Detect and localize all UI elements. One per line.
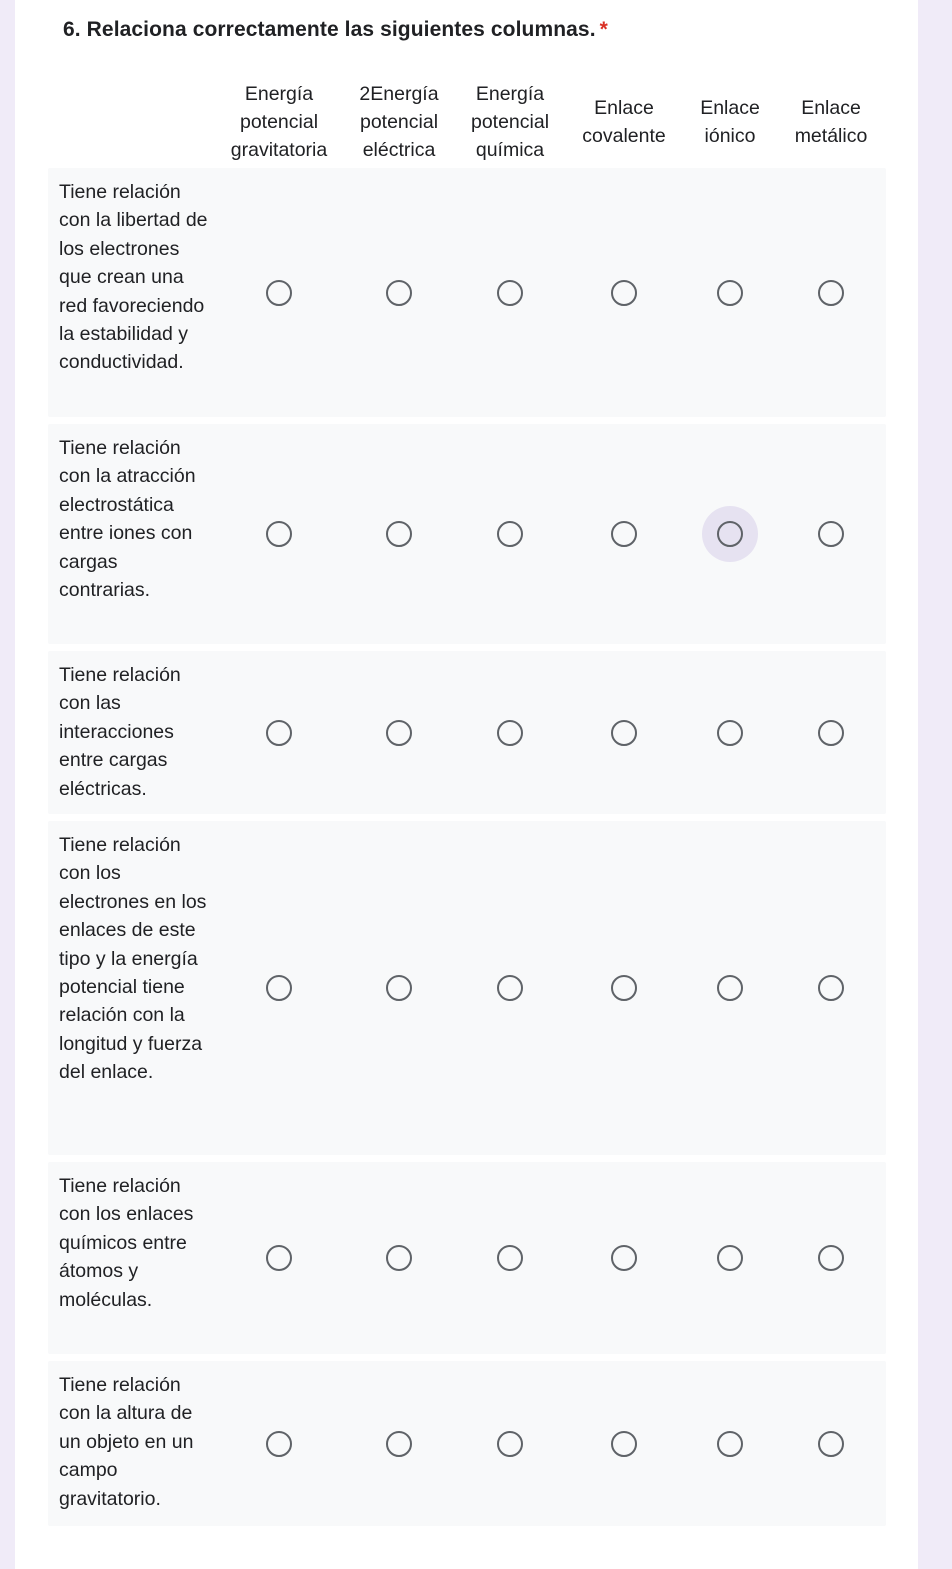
radio-option[interactable] bbox=[251, 506, 307, 562]
radio-option[interactable] bbox=[482, 265, 538, 321]
radio-option[interactable] bbox=[596, 265, 652, 321]
radio-circle-icon bbox=[818, 975, 844, 1001]
radio-circle-icon bbox=[266, 1431, 292, 1457]
row-label: Tiene relación con la libertad de los electrones que crean una red favoreciendo la estabilidad y conductividad. bbox=[59, 181, 208, 374]
radio-circle-icon bbox=[717, 720, 743, 746]
column-header: Enlace metálico bbox=[794, 96, 868, 147]
radio-option[interactable] bbox=[482, 506, 538, 562]
radio-circle-icon bbox=[611, 1431, 637, 1457]
radio-circle-icon bbox=[386, 1245, 412, 1271]
radio-circle-icon bbox=[386, 1431, 412, 1457]
radio-option[interactable] bbox=[371, 960, 427, 1016]
radio-option[interactable] bbox=[482, 705, 538, 761]
radio-circle-icon bbox=[818, 280, 844, 306]
radio-circle-icon bbox=[497, 280, 523, 306]
radio-option[interactable] bbox=[702, 506, 758, 562]
radio-option[interactable] bbox=[702, 265, 758, 321]
radio-option[interactable] bbox=[482, 960, 538, 1016]
grid-row bbox=[48, 424, 886, 644]
row-label: Tiene relación con las interacciones entre cargas eléctricas. bbox=[59, 664, 181, 800]
grid-rows bbox=[48, 168, 886, 1526]
column-header: Energía potencial gravitatoria bbox=[230, 82, 328, 161]
radio-option[interactable] bbox=[371, 705, 427, 761]
radio-circle-icon bbox=[497, 975, 523, 1001]
column-header: Enlace covalente bbox=[582, 96, 666, 147]
row-label: Tiene relación con la altura de un objeto en un campo gravitatorio. bbox=[59, 1374, 194, 1510]
radio-circle-icon bbox=[611, 720, 637, 746]
radio-circle-icon bbox=[611, 521, 637, 547]
column-header: Energía potencial química bbox=[470, 82, 550, 161]
radio-circle-icon bbox=[717, 521, 743, 547]
radio-circle-icon bbox=[266, 1245, 292, 1271]
question-title bbox=[63, 18, 608, 42]
column-header: Enlace iónico bbox=[700, 96, 760, 147]
grid-row bbox=[48, 651, 886, 814]
radio-circle-icon bbox=[611, 975, 637, 1001]
radio-circle-icon bbox=[266, 720, 292, 746]
radio-circle-icon bbox=[717, 280, 743, 306]
radio-circle-icon bbox=[717, 1431, 743, 1457]
radio-option[interactable] bbox=[803, 265, 859, 321]
radio-option[interactable] bbox=[596, 506, 652, 562]
row-label: Tiene relación con los enlaces químicos entre átomos y moléculas. bbox=[59, 1175, 194, 1311]
row-label: Tiene relación con la atracción electrostática entre iones con cargas contrarias. bbox=[59, 437, 196, 602]
radio-option[interactable] bbox=[803, 1416, 859, 1472]
radio-circle-icon bbox=[818, 1245, 844, 1271]
radio-circle-icon bbox=[717, 975, 743, 1001]
radio-circle-icon bbox=[497, 1431, 523, 1457]
radio-circle-icon bbox=[386, 720, 412, 746]
radio-circle-icon bbox=[611, 1245, 637, 1271]
choice-grid bbox=[48, 75, 886, 1533]
radio-circle-icon bbox=[818, 521, 844, 547]
radio-option[interactable] bbox=[803, 960, 859, 1016]
grid-header bbox=[48, 75, 886, 168]
radio-option[interactable] bbox=[702, 1230, 758, 1286]
grid-row bbox=[48, 1361, 886, 1526]
grid-row bbox=[48, 1162, 886, 1354]
radio-option[interactable] bbox=[803, 1230, 859, 1286]
radio-circle-icon bbox=[497, 521, 523, 547]
radio-circle-icon bbox=[386, 975, 412, 1001]
radio-option[interactable] bbox=[482, 1416, 538, 1472]
radio-option[interactable] bbox=[251, 960, 307, 1016]
radio-option[interactable] bbox=[482, 1230, 538, 1286]
radio-option[interactable] bbox=[596, 705, 652, 761]
radio-option[interactable] bbox=[371, 1416, 427, 1472]
radio-option[interactable] bbox=[251, 265, 307, 321]
radio-circle-icon bbox=[266, 521, 292, 547]
radio-option[interactable] bbox=[803, 705, 859, 761]
radio-option[interactable] bbox=[596, 960, 652, 1016]
radio-circle-icon bbox=[497, 1245, 523, 1271]
required-marker: * bbox=[599, 18, 608, 41]
radio-circle-icon bbox=[386, 280, 412, 306]
column-header: 2Energía potencial eléctrica bbox=[359, 82, 439, 161]
grid-row bbox=[48, 168, 886, 417]
radio-option[interactable] bbox=[251, 1230, 307, 1286]
question-title-text: 6. Relaciona correctamente las siguientes columnas. bbox=[63, 18, 596, 41]
radio-option[interactable] bbox=[371, 506, 427, 562]
row-label: Tiene relación con los electrones en los enlaces de este tipo y la energía potencial tiene relación con la longitud y fuerza del enlace. bbox=[59, 834, 207, 1084]
radio-option[interactable] bbox=[596, 1230, 652, 1286]
radio-option[interactable] bbox=[371, 265, 427, 321]
radio-circle-icon bbox=[818, 1431, 844, 1457]
radio-circle-icon bbox=[497, 720, 523, 746]
radio-option[interactable] bbox=[702, 960, 758, 1016]
radio-option[interactable] bbox=[251, 705, 307, 761]
radio-option[interactable] bbox=[596, 1416, 652, 1472]
radio-circle-icon bbox=[266, 975, 292, 1001]
radio-circle-icon bbox=[818, 720, 844, 746]
radio-circle-icon bbox=[611, 280, 637, 306]
radio-option[interactable] bbox=[702, 705, 758, 761]
grid-row bbox=[48, 821, 886, 1155]
radio-option[interactable] bbox=[803, 506, 859, 562]
radio-option[interactable] bbox=[251, 1416, 307, 1472]
radio-circle-icon bbox=[386, 521, 412, 547]
radio-circle-icon bbox=[717, 1245, 743, 1271]
radio-option[interactable] bbox=[702, 1416, 758, 1472]
radio-circle-icon bbox=[266, 280, 292, 306]
radio-option[interactable] bbox=[371, 1230, 427, 1286]
